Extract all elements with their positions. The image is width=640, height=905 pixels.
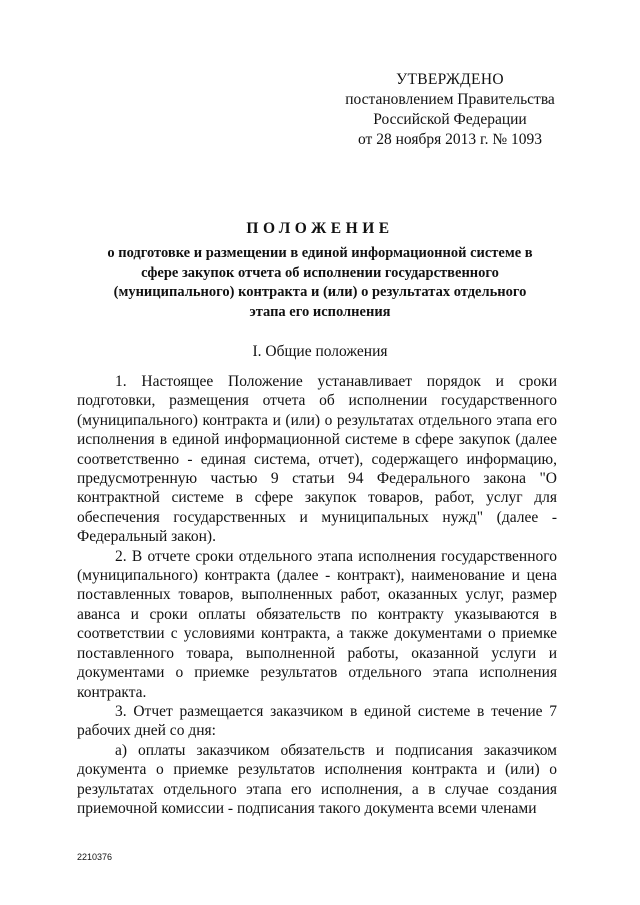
paragraph: 1. Настоящее Положение устанавливает порядок и сроки подготовки, размещения отчета об исполнении государственного (муниципального) контракта и (или) о результатах отдельного этапа его исполнения в единой информационной системе в сфере закупок (далее соответственно - единая система, отчет), содержащего информацию, предусмотренную частью 9 статьи 94 Федерального закона "О контрактной системе в сфере закупок товаров, работ, услуг для обеспечения государственных и муниципальных нужд" (далее - Федеральный закон). bbox=[77, 373, 557, 546]
approval-block bbox=[330, 70, 570, 150]
document-subtitle: о подготовке и размещении в единой информационной системе в сфере закупок отчета об исполнении государственного (муниципального) контракта и (или) о результатах отдельного этапа его исполнения bbox=[107, 245, 533, 320]
document-title: ПОЛОЖЕНИЕ bbox=[246, 220, 394, 237]
approval-line-1: постановлением Правительства bbox=[345, 91, 555, 108]
approval-line-3: от 28 ноября 2013 г. № 1093 bbox=[358, 131, 542, 148]
paragraph: а) оплаты заказчиком обязательств и подписания заказчиком документа о приемке результатов исполнения контракта и (или) о результатах отдельного этапа его исполнения, а в случае создания приемочной комиссии - подписания такого документа всеми членами bbox=[77, 741, 557, 817]
paragraph: 2. В отчете сроки отдельного этапа исполнения государственного (муниципального) контракта (далее - контракт), наименование и цена поставленных товаров, выполненных работ, оказанных услуг, размер аванса и сроки оплаты обязательств по контракту указываются в соответствии с условиями контракта, а также документами о приемке поставленного товара, выполненной работы, оказанной услуги и документами о приемке результатов отдельного этапа исполнения контракта. bbox=[77, 547, 557, 701]
document-body bbox=[77, 372, 557, 818]
section-heading: I. Общие положения bbox=[252, 343, 388, 360]
approval-stamp: УТВЕРЖДЕНО bbox=[396, 71, 504, 88]
footer-code: 2210376 bbox=[77, 852, 113, 862]
approval-line-2: Российской Федерации bbox=[373, 111, 527, 128]
paragraph: 3. Отчет размещается заказчиком в единой системе в течение 7 рабочих дней со дня: bbox=[77, 702, 557, 740]
